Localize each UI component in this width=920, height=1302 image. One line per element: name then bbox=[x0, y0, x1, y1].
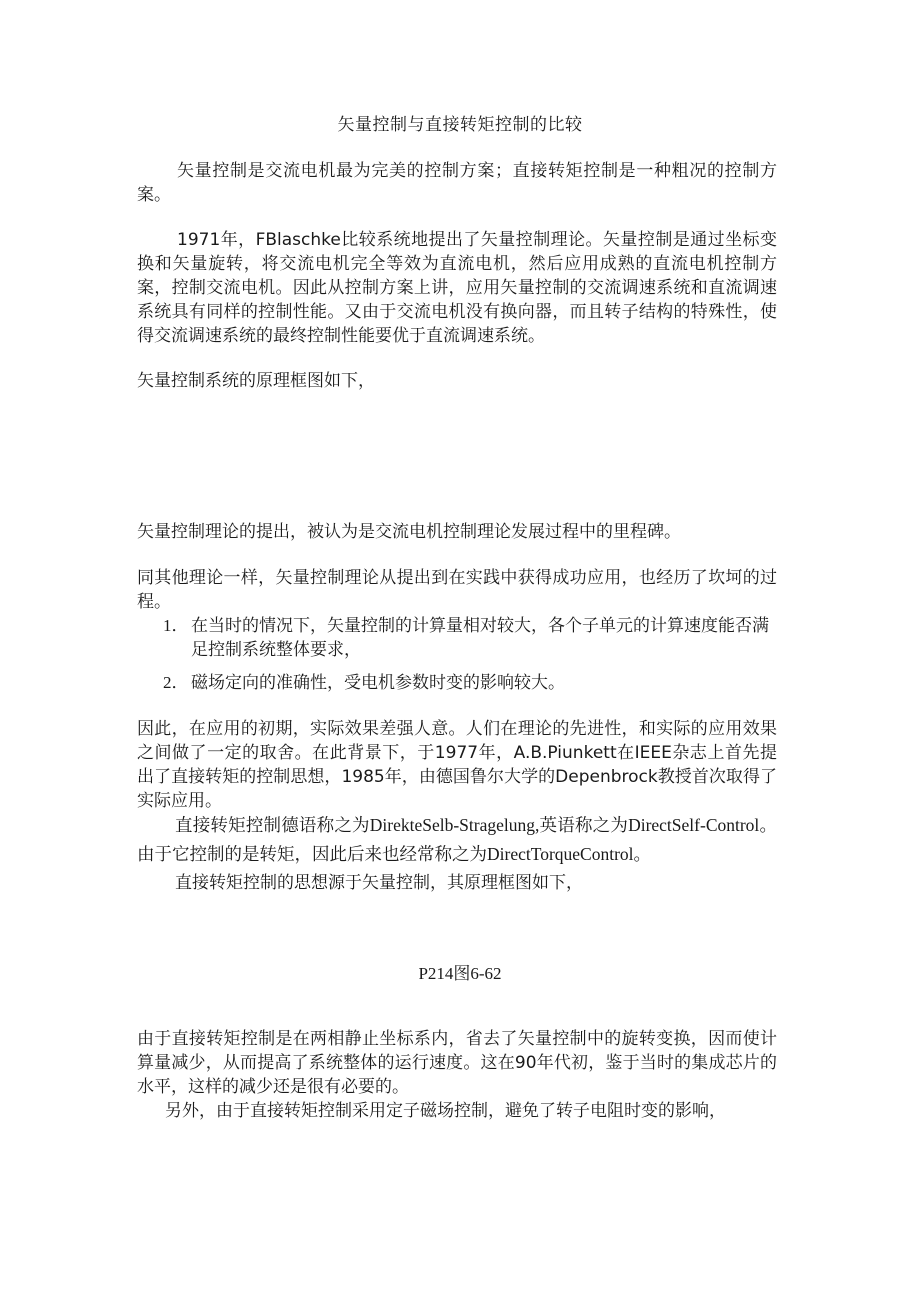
paragraph-intro: 矢量控制是交流电机最为完美的控制方案；直接转矩控制是一种粗况的控制方案。 bbox=[137, 161, 777, 205]
paragraph-difficulties: 同其他理论一样，矢量控制理论从提出到在实践中获得成功应用，也经历了坎坷的过程。 bbox=[137, 568, 777, 612]
paragraph-computation: 由于直接转矩控制是在两相静止坐标系内，省去了矢量控制中的旋转变换，因而使计算量减少，从而提高了系统整体的运行速度。这在90年代初，鉴于当时的集成芯片的水平，这样的减少还是很有必要的。 bbox=[137, 1029, 777, 1097]
list-item bbox=[163, 671, 777, 695]
list-item-number: 1． bbox=[163, 616, 189, 635]
list-item-number: 2． bbox=[163, 673, 189, 692]
paragraph-stator-field: 另外，由于直接转矩控制采用定子磁场控制，避免了转子电阻时变的影响， bbox=[165, 1101, 726, 1121]
paragraph-milestone: 矢量控制理论的提出，被认为是交流电机控制理论发展过程中的里程碑。 bbox=[137, 522, 681, 542]
paragraph-history: 1971年，FBlaschke比较系统地提出了矢量控制理论。矢量控制是通过坐标变换和矢量旋转，将交流电机完全等效为直流电机，然后应用成熟的直流电机控制方案，控制交流电机。因此从控制方案上讲，应用矢量控制的交流调速系统和直流调速系统具有同样的控制性能。又由于交流电机没有换向器，而且转子结构的特殊性，使得交流调速系统的最终控制性能要优于直流调速系统。 bbox=[137, 230, 777, 346]
figure-caption: P214图6-62 bbox=[418, 964, 502, 983]
paragraph-application: 因此，在应用的初期，实际效果差强人意。人们在理论的先进性，和实际的应用效果之间做了一定的取舍。在此背景下，于1977年，A.B.Piunkett在IEEE杂志上首先提出了直接转矩的控制思想，1985年，由德国鲁尔大学的Depenbrock教授首次取得了实际应用。 bbox=[137, 719, 777, 811]
paragraph-naming: 直接转矩控制德语称之为DirekteSelb-Stragelung,英语称之为DirectSelf-Control。由于它控制的是转矩，因此后来也经常称之为DirectTorqueControl。 bbox=[137, 815, 777, 864]
list-item-text: 在当时的情况下，矢量控制的计算量相对较大，各个子单元的计算速度能否满足控制系统整体要求， bbox=[191, 616, 769, 660]
paragraph-dtc-diagram-intro: 直接转矩控制的思想源于矢量控制，其原理框图如下， bbox=[175, 873, 583, 893]
list-item bbox=[163, 614, 777, 662]
dtc-diagram-placeholder bbox=[137, 900, 777, 958]
document-title: 矢量控制与直接转矩控制的比较 bbox=[337, 115, 583, 135]
paragraph-vector-diagram-intro: 矢量控制系统的原理框图如下， bbox=[137, 371, 375, 391]
vector-control-diagram-placeholder bbox=[137, 398, 777, 516]
list-item-text: 磁场定向的准确性，受电机参数时变的影响较大。 bbox=[191, 673, 565, 693]
